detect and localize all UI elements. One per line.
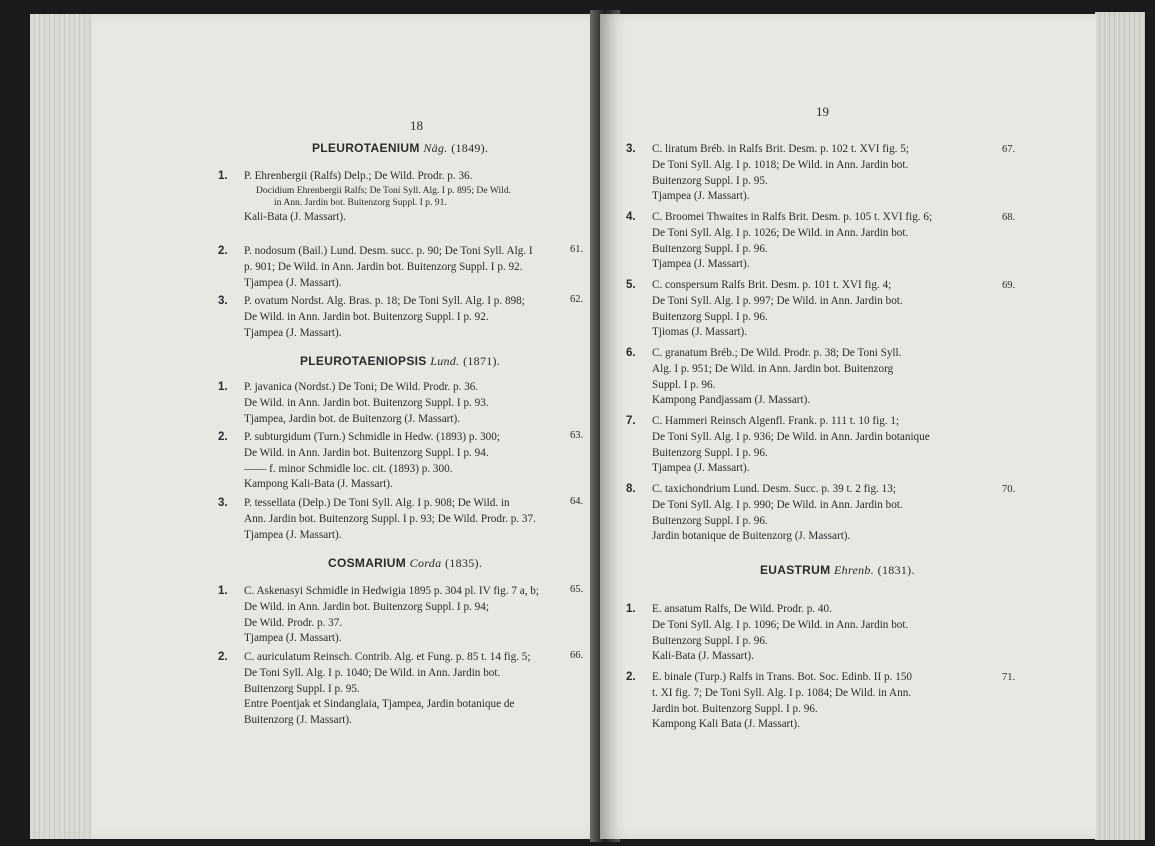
entry: 7. C. Hammeri Reinsch Algenfl. Frank. p. 111 t. 10 fig. 1; De Toni Syll. Alg. I p. 936; De Wild. in Ann. Jardin botanique Buitenzorg Suppl. I p. 96. Tjampea (J. Massart). (626, 415, 930, 475)
entry: 3. P. tessellata (Delp.) De Toni Syll. Alg. I p. 908; De Wild. in Ann. Jardin bot. Buitenzorg Suppl. I p. 93; De Wild. Prodr. p. 37. Tjampea (J. Massart). (218, 497, 536, 541)
page-edges-left (30, 14, 100, 839)
margin-number: 63. (570, 430, 584, 441)
entry: 2. P. nodosum (Bail.) Lund. Desm. succ. p. 90; De Toni Syll. Alg. I p. 901; De Wild. in Ann. Jardin bot. Buitenzorg Suppl. I p. 92. Tjampea (J. Massart). (218, 245, 533, 289)
entry: 3. P. ovatum Nordst. Alg. Bras. p. 18; De Toni Syll. Alg. I p. 898; De Wild. in Ann. Jardin bot. Buitenzorg Suppl. I p. 92. Tjampea (J. Massart). (218, 295, 525, 339)
entry: 2. P. subturgidum (Turn.) Schmidle in Hedw. (1893) p. 300; De Wild. in Ann. Jardin bot. Buitenzorg Suppl. I p. 94. —— f. minor Schmidle loc. cit. (1893) p. 300. Kampong Kali-Bata (J. Massart). (218, 431, 500, 491)
section-heading: PLEUROTAENIUM Näg. (1849). (312, 141, 489, 155)
entry: 2. C. auriculatum Reinsch. Contrib. Alg. et Fung. p. 85 t. 14 fig. 5; De Toni Syll. Alg. I p. 1040; De Wild. in Ann. Jardin bot. Buitenzorg Suppl. I p. 95. Entre Poentjak et Sindanglaia, Tjampea, Jardin botanique de Buitenzorg (J. Massart). (218, 651, 531, 727)
page-number: 19 (816, 104, 829, 119)
margin-number: 67. (1002, 144, 1016, 155)
section-heading: PLEUROTAENIOPSIS Lund. (1871). (300, 354, 501, 368)
entry: 1. P. javanica (Nordst.) De Toni; De Wild. Prodr. p. 36. De Wild. in Ann. Jardin bot. Buitenzorg Suppl. I p. 93. Tjampea, Jardin bot. de Buitenzorg (J. Massart). (218, 381, 489, 425)
entry: 8. C. taxichondrium Lund. Desm. Succ. p. 39 t. 2 fig. 13; De Toni Syll. Alg. I p. 990; De Wild. in Ann. Jardin bot. Buitenzorg Suppl. I p. 96. Jardin botanique de Buitenzorg (J. Massart). (626, 483, 903, 543)
entry: 1. P. Ehrenbergii (Ralfs) Delp.; De Wild. Prodr. p. 36. Docidium Ehrenbergii Ralfs; De Toni Syll. Alg. I p. 895; De Wild. in Ann. Jardin bot. Buitenzorg Suppl. I p. 91. Kali-Bata (J. Massart). (218, 170, 512, 223)
margin-number: 70. (1002, 484, 1016, 495)
page-number: 18 (410, 118, 423, 133)
entry: 1. C. Askenasyi Schmidle in Hedwigia 1895 p. 304 pl. IV fig. 7 a, b; De Wild. in Ann. Jardin bot. Buitenzorg Suppl. I p. 94; De Wild. Prodr. p. 37. Tjampea (J. Massart). (218, 585, 539, 645)
margin-number: 64. (570, 496, 584, 507)
margin-number: 71. (1002, 672, 1016, 683)
margin-number: 68. (1002, 212, 1016, 223)
page-edges-right (1095, 12, 1145, 840)
section-heading: EUASTRUM Ehrenb. (1831). (760, 563, 915, 577)
entry: 2. E. binale (Turp.) Ralfs in Trans. Bot. Soc. Edinb. II p. 150 t. XI fig. 7; De Toni Syll. Alg. I p. 1084; De Wild. in Ann. Jardin bot. Buitenzorg Suppl. I p. 96. Kampong Kali Bata (J. Massart). (626, 671, 913, 731)
entry: 1. E. ansatum Ralfs, De Wild. Prodr. p. 40. De Toni Syll. Alg. I p. 1096; De Wild. in Ann. Jardin bot. Buitenzorg Suppl. I p. 96. Kali-Bata (J. Massart). (626, 603, 909, 663)
right-page (600, 14, 1096, 839)
margin-number: 69. (1002, 280, 1016, 291)
margin-number: 61. (570, 244, 584, 255)
entry: 5. C. conspersum Ralfs Brit. Desm. p. 101 t. XVI fig. 4; De Toni Syll. Alg. I p. 997; De Wild. in Ann. Jardin bot. Buitenzorg Suppl. I p. 96. Tjiomas (J. Massart). (626, 279, 903, 339)
entry: 3. C. liratum Bréb. in Ralfs Brit. Desm. p. 102 t. XVI fig. 5; De Toni Syll. Alg. I p. 1018; De Wild. in Ann. Jardin bot. Buitenzorg Suppl. I p. 95. Tjampea (J. Massart). (626, 143, 909, 203)
open-book (30, 4, 1145, 844)
margin-number: 65. (570, 584, 584, 595)
margin-number: 66. (570, 650, 584, 661)
section-heading: COSMARIUM Corda (1835). (328, 556, 483, 570)
entry: 4. C. Broomei Thwaites in Ralfs Brit. Desm. p. 105 t. XVI fig. 6; De Toni Syll. Alg. I p. 1026; De Wild. in Ann. Jardin bot. Buitenzorg Suppl. I p. 96. Tjampea (J. Massart). (626, 211, 933, 271)
left-page (92, 14, 612, 839)
entry: 6. C. granatum Bréb.; De Wild. Prodr. p. 38; De Toni Syll. Alg. I p. 951; De Wild. in Ann. Jardin bot. Buitenzorg Suppl. I p. 96. Kampong Pandjassam (J. Massart). (626, 347, 902, 407)
margin-number: 62. (570, 294, 584, 305)
